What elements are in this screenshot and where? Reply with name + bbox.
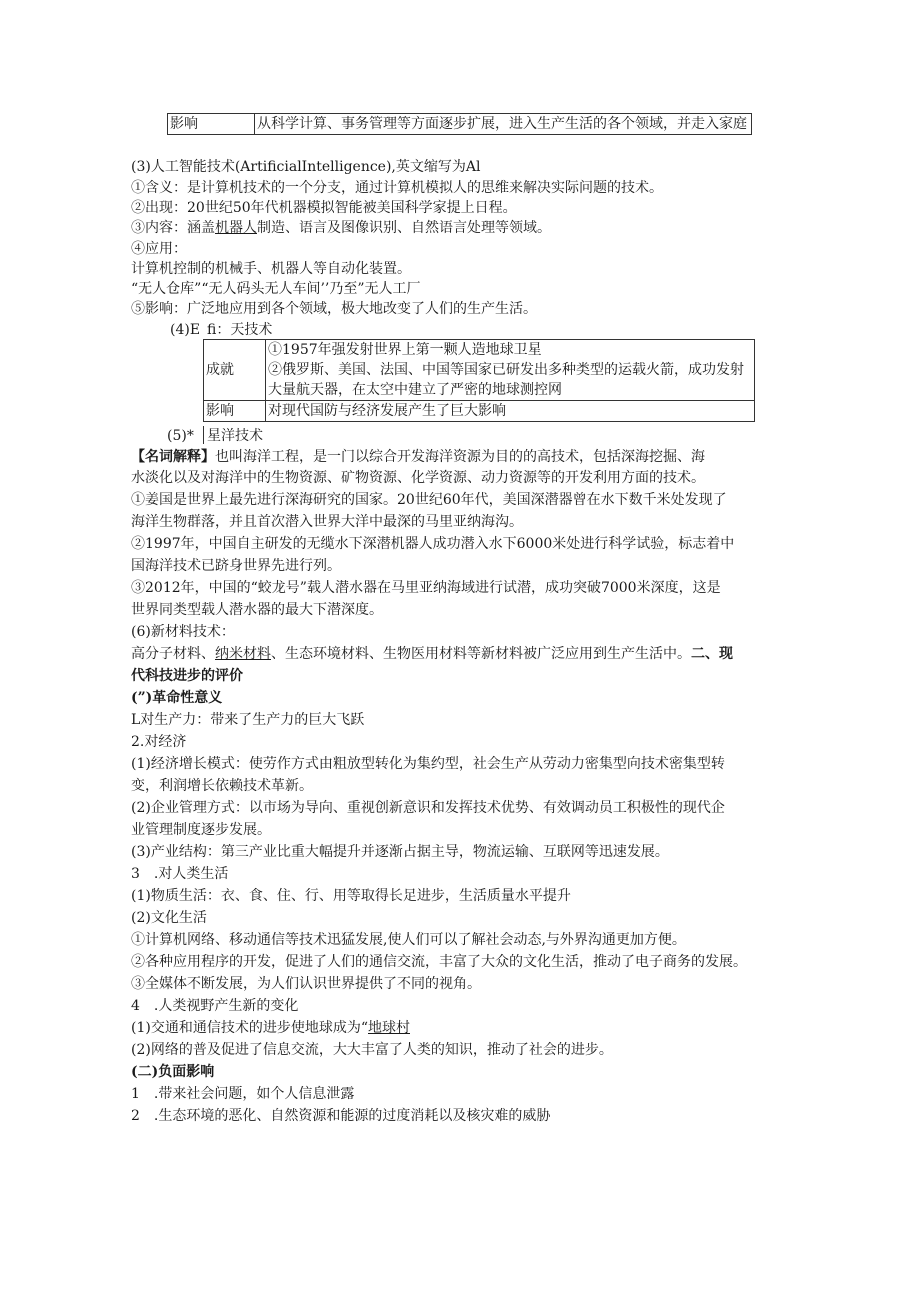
ai-origin: ②出现：20世纪50年代机器模拟智能被美国科学家提上日程。	[131, 200, 517, 216]
ai-app-1: 计算机控制的机械手、机器人等自动化装置。	[131, 261, 411, 277]
ai-content-post: 制造、语言及图像识别、自然语言处理等领域。	[257, 220, 551, 236]
section-two-title-a: 二、现	[691, 646, 733, 662]
eval-heading-1: (”)革命性意义	[131, 690, 223, 706]
eval-c3: ③全媒体不断发展，为人们认识世界提供了不同的视角。	[131, 976, 481, 992]
term-text: 也叫海洋工程，是一门以综合开发海洋资源为目的的高技术，包括深海挖掘、海	[215, 449, 705, 465]
eval-n1: 1 .带来社会问题，如个人信息泄露	[131, 1086, 355, 1102]
eval-e2-l2: 业管理制度逐步发展。	[131, 822, 271, 838]
computer-impact-table	[167, 113, 752, 135]
eval-s3: 3 .对人类生活	[131, 866, 229, 882]
ocean-p3-l2: 世界同类型载人潜水器的最大下潜深度。	[131, 602, 383, 618]
eval-l1: (1)物质生活：衣、食、住、行、用等取得长足进步，生活质量水平提升	[131, 888, 571, 904]
materials-post: 、生态环境材料、生物医用材料等新材料被广泛应用到生产生活中。	[271, 646, 691, 662]
eval-c2: ②各种应用程序的开发，促进了人们的通信交流，丰富了大众的文化生活，推动了电子商务的发展。	[131, 954, 747, 970]
materials-pre: 高分子材料、	[131, 646, 215, 662]
eval-l2: (2)文化生活	[131, 910, 207, 926]
eval-e2-l1: (2)企业管理方式：以市场为导向、重视创新意识和发挥技术优势、有效调动员工积极性的现代企	[131, 800, 725, 816]
table-value-cell: 对现代国防与经济发展产生了巨大影响	[266, 401, 755, 422]
table-border-stub	[203, 426, 204, 444]
eval-v1	[131, 1018, 410, 1038]
materials-line	[131, 644, 733, 664]
table-row	[204, 401, 755, 422]
ai-content-underlined: 机器人	[215, 220, 257, 236]
materials-underlined: 纳米材料	[215, 646, 271, 662]
table-key-cell: 影响	[168, 114, 255, 135]
table-value-cell: ①1957年强发射世界上第一颗人造地球卫星 ②俄罗斯、美国、法国、中国等国家已研发出多种类型的运载火箭，成功发射大量航天器，在太空中建立了严密的地球测控网	[266, 340, 755, 401]
space-heading-right: fi：天技术	[207, 322, 273, 338]
space-tech-table	[203, 339, 755, 422]
table-row	[204, 340, 755, 401]
table-key-cell: 影响	[204, 401, 266, 422]
eval-n2: 2 .生态环境的恶化、自然资源和能源的过度消耗以及核灾难的威胁	[131, 1108, 551, 1124]
ai-content	[131, 218, 551, 238]
eval-c1: ①计算机网络、移动通信等技术迅猛发展,使人们可以了解社会动态,与外界沟通更加方便。	[131, 932, 686, 948]
ocean-p1-l1: ①姜国是世界上最先进行深海研究的国家。20世纪60年代，美国深潜器曾在水下数千米处发现了	[131, 492, 727, 508]
eval-e3: (3)产业结构：第三产业比重大幅提升并逐渐占据主导，物流运输、互联网等迅速发展。	[131, 844, 669, 860]
term-label: 【名词解释】	[131, 449, 215, 465]
ocean-p2-l2: 国海洋技术已跻身世界先进行列。	[131, 558, 341, 574]
ocean-p1-l2: 海洋生物群落，并且首次潜入世界大洋中最深的马里亚纳海沟。	[131, 514, 523, 530]
ocean-heading-right: 星洋技术	[207, 428, 263, 444]
section-two-title-b: 代科技进步的评价	[131, 668, 243, 684]
ocean-p3-l1: ③2012年，中国的“蛟龙号”载人潜水器在马里亚纳海域进行试潜，成功突破7000米深度，这是	[131, 580, 721, 596]
eval-v2: (2)网络的普及促进了信息交流，大大丰富了人类的知识，推动了社会的进步。	[131, 1042, 613, 1058]
ai-meaning: ①含义：是计算机技术的一个分支，通过计算机模拟人的思维来解决实际问题的技术。	[131, 180, 663, 196]
ocean-term-cont: 水淡化以及对海洋中的生物资源、矿物资源、化学资源、动力资源等的开发利用方面的技术。	[131, 470, 705, 486]
ai-app-label: ④应用：	[131, 241, 187, 257]
table-key-cell: 成就	[204, 340, 266, 401]
ocean-p2-l1: ②1997年，中国自主研发的无缆水下深潜机器人成功潜入水下6000米处进行科学试验，标志着中	[131, 536, 735, 552]
ai-content-pre: ③内容：涵盖	[131, 220, 215, 236]
ai-impact: ⑤影响：广泛地应用到各个领域，极大地改变了人们的生产生活。	[131, 301, 537, 317]
eval-s1: L对生产力：带来了生产力的巨大飞跃	[131, 712, 365, 728]
space-heading-left: (4)E	[170, 322, 201, 338]
eval-v1-underlined: 地球村	[368, 1020, 410, 1036]
eval-e1-l1: (1)经济增长模式：使劳作方式由粗放型转化为集约型，社会生产从劳动力密集型向技术密集型转	[131, 756, 725, 772]
eval-v1-pre: (1)交通和通信技术的进步使地球成为“	[131, 1020, 368, 1036]
table-row	[168, 114, 752, 135]
ocean-heading-left: (5)*	[167, 428, 194, 444]
eval-s2: 2.对经济	[131, 734, 187, 750]
eval-heading-2: (二)负面影响	[131, 1064, 215, 1080]
eval-s4: 4 .人类视野产生新的变化	[131, 998, 299, 1014]
materials-heading: (6)新材料技术：	[131, 624, 235, 640]
eval-e1-l2: 变，利润增长依赖技术革新。	[131, 778, 313, 794]
table-value-cell: 从科学计算、事务管理等方面逐步扩展，进入生产生活的各个领域，并走入家庭	[255, 114, 752, 135]
ai-heading: (3)人工智能技术(ArtificialIntelligence),英文缩写为Al	[131, 159, 481, 175]
ocean-term	[131, 447, 705, 467]
ai-app-2: “无人仓库”“无人码头无人车间’’乃至”无人工厂	[131, 281, 421, 297]
